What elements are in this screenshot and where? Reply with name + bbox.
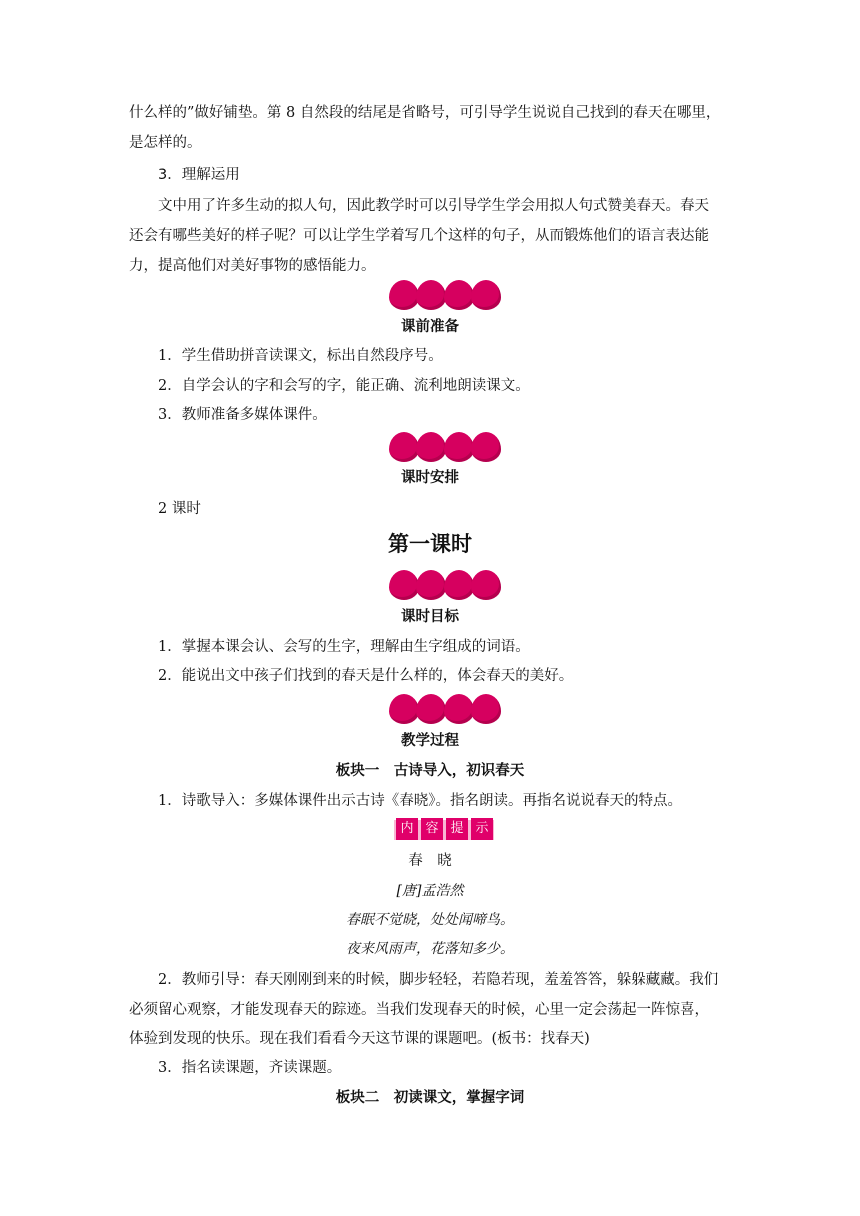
tag-char: 内: [396, 818, 418, 840]
step-line: 1．诗歌导入：多媒体课件出示古诗《春晓》。指名朗读。再指名说说春天的特点。: [158, 793, 682, 809]
paragraph-line: 力，提高他们对美好事物的感悟能力。: [129, 258, 376, 274]
petal-ornament-icon: [389, 694, 501, 724]
petal-ornament-icon: [389, 280, 501, 310]
list-item: 1．学生借助拼音读课文，标出自然段序号。: [158, 348, 443, 364]
list-item: 2．自学会认的字和会写的字，能正确、流利地朗读课文。: [158, 378, 530, 394]
petal-ornament-icon: [389, 432, 501, 462]
paragraph-line: 是怎样的。: [129, 135, 202, 151]
section-heading-prep: 课前准备: [401, 319, 459, 335]
tag-char: 示: [471, 818, 493, 840]
petal-ornament-icon: [389, 570, 501, 600]
paragraph-line: 什么样的”做好铺垫。第 8 自然段的结尾是省略号，可引导学生说说自己找到的春天在哪里，: [129, 105, 721, 121]
poem-author: [唐]孟浩然: [396, 883, 464, 899]
schedule-text: 2 课时: [158, 501, 201, 517]
section-heading-goals: 课时目标: [401, 609, 459, 625]
block-title: 板块一 古诗导入，初识春天: [335, 763, 525, 779]
poem-title: 春 晓: [408, 853, 452, 869]
step-line: 3．指名读课题，齐读课题。: [158, 1060, 342, 1076]
lesson-title: 第一课时: [388, 532, 472, 556]
poem-line: 春眠不觉晓，处处闻啼鸟。: [346, 912, 514, 928]
step-line: 体验到发现的快乐。现在我们看看今天这节课的课题吧。(板书：找春天): [129, 1031, 590, 1047]
block-title: 板块二 初读课文，掌握字词: [335, 1090, 525, 1106]
tag-char: 提: [446, 818, 468, 840]
list-item: 3．教师准备多媒体课件。: [158, 407, 327, 423]
list-item: 1．掌握本课会认、会写的生字，理解由生字组成的词语。: [158, 639, 530, 655]
step-line: 2．教师引导：春天刚刚到来的时候，脚步轻轻，若隐若现，羞羞答答，躲躲藏藏。我们: [158, 972, 719, 988]
section-heading-process: 教学过程: [401, 733, 459, 749]
section-heading-schedule: 课时安排: [401, 470, 459, 486]
content-tip-tag: [396, 818, 492, 840]
tag-char: 容: [421, 818, 443, 840]
poem-line: 夜来风雨声，花落知多少。: [346, 941, 514, 957]
step-line: 必须留心观察，才能发现春天的踪迹。当我们发现春天的时候，心里一定会荡起一阵惊喜，: [129, 1002, 709, 1018]
paragraph-line: 文中用了许多生动的拟人句，因此教学时可以引导学生学会用拟人句式赞美春天。春天: [158, 198, 709, 214]
paragraph-line: 还会有哪些美好的样子呢？可以让学生学着写几个这样的句子，从而锻炼他们的语言表达能: [129, 228, 709, 244]
list-item: 2．能说出文中孩子们找到的春天是什么样的，体会春天的美好。: [158, 668, 574, 684]
section-heading: 3．理解运用: [158, 167, 240, 183]
